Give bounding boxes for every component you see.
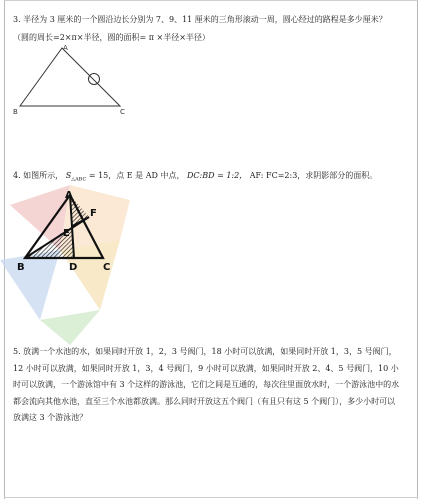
rolling-circle: [89, 74, 100, 85]
q4-ratio2: AF: FC=2:3，求阴影部分的面积。: [249, 171, 378, 180]
q5-line-2: 12 小时可以放满，如果同时开放 1，3，4 号阀门，9 小时可以放满，如果同时开放 2、4、5 号阀门，10 小: [13, 363, 399, 373]
q4-label-b: B: [17, 262, 25, 273]
q3-question: 3. 半径为 3 厘米的一个圆沿边长分别为 7、9、11 厘米的三角形滚动一周，圆心经过的路程是多少厘米？: [13, 15, 387, 24]
q5-line-4: 都会流向其他水池，直至三个水池都放满。那么同时开放这五个阀门（有且只有这 5 个阀门），多少小时可以: [13, 396, 396, 406]
q4-area-subscript: △ABC: [71, 176, 87, 183]
q4-number: 4. 如图所示，: [13, 171, 64, 180]
q3-triangle-figure: [0, 40, 140, 120]
page-right-border: [417, 0, 418, 499]
q4-label-e: E: [63, 228, 70, 239]
q4-area-symbol: S: [65, 171, 72, 180]
q5-line-5: 放满这 3 个游泳池？: [13, 413, 88, 422]
q4-question: [13, 170, 377, 186]
q4-label-f: F: [90, 208, 97, 219]
q4-ratio1: DC:BD = 1:2，: [187, 171, 248, 180]
q4-label-c: C: [103, 262, 111, 273]
q5-question: [13, 344, 413, 427]
q4-label-a: A: [65, 190, 73, 201]
q4-area-value: = 15，点 E 是 AD 中点，: [88, 171, 185, 180]
q3-hint: （圆的周长=2×π×半径，圆的面积= π ×半径×半径）: [13, 33, 210, 42]
q5-line-1: 5. 放满一个水池的水，如果同时开放 1，2，3 号阀门，18 小时可以放满，如果同时开放 1，3，5 号阀门，: [13, 347, 397, 356]
page-bottom-border: [4, 497, 418, 498]
q3-label-c: C: [120, 108, 125, 116]
q4-label-d: D: [69, 262, 78, 273]
q3-label-a: A: [63, 44, 68, 52]
q5-line-3: 时可以放满，一个游泳馆中有 3 个这样的游泳池，它们之间是互通的，每次往里面放水时，一个游泳池中的水: [13, 380, 400, 389]
page-top-border: [4, 0, 418, 1]
q4-triangle-figure: [15, 190, 125, 275]
q3-label-b: B: [13, 108, 18, 116]
